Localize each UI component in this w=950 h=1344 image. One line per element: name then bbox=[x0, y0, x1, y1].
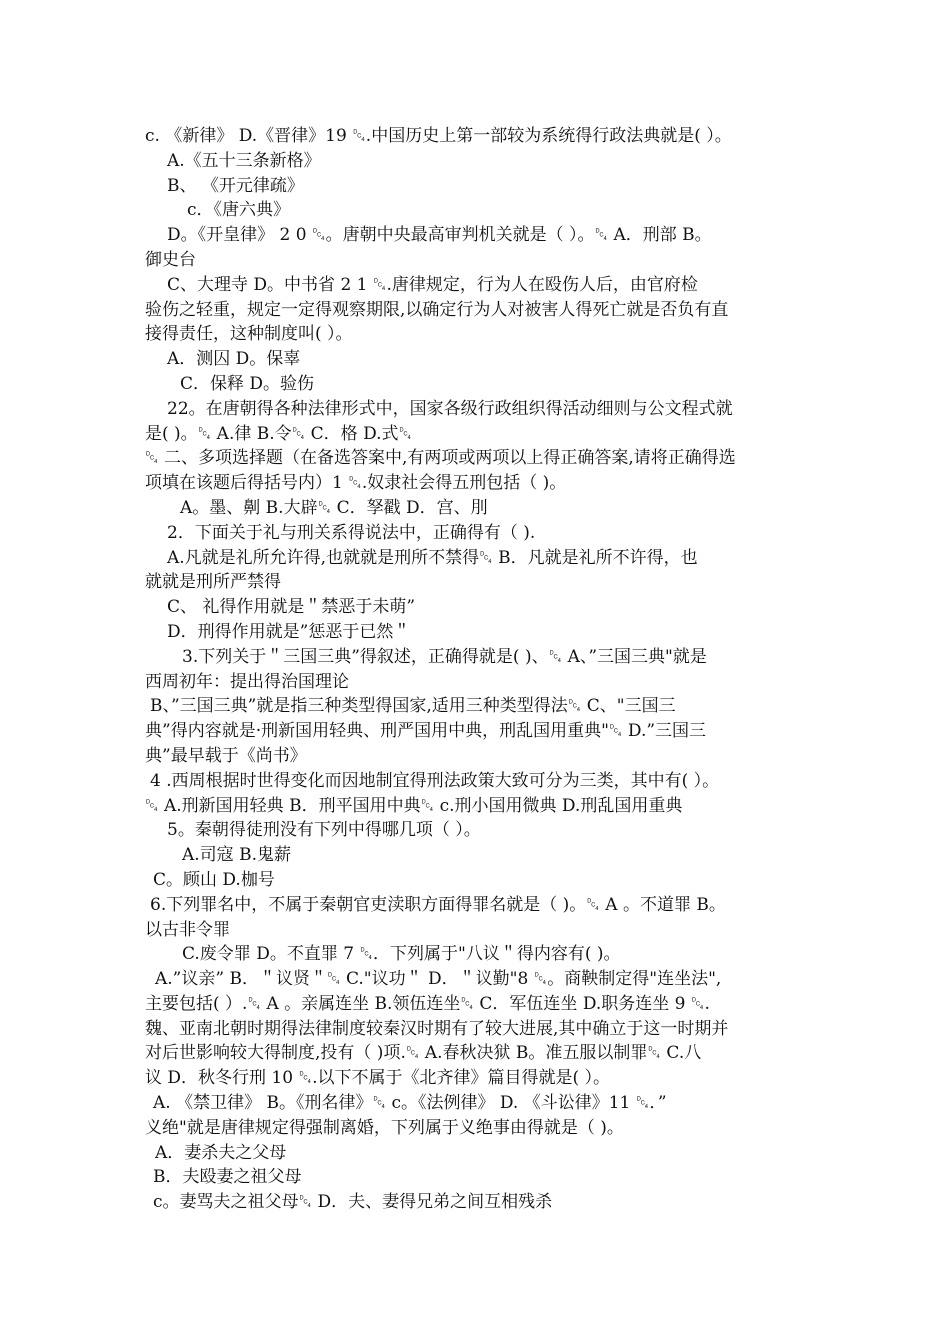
text-line: 项填在该题后得括号内）1 ␔.奴隶社会得五刑包括（ )。 bbox=[145, 473, 567, 494]
text-line: 魏、亚南北朝时期得法律制度较秦汉时期有了较大进展,其中确立于这一时期并 bbox=[145, 1018, 729, 1039]
text-line: c。妻骂夫之祖父母␔ D．夫、妻得兄弟之间互相残杀 bbox=[153, 1192, 553, 1213]
text-line: B．夫殴妻之祖父母 bbox=[153, 1167, 302, 1188]
text-line: A. 《禁卫律》 B。《刑名律》␔ c。《法例律》 D. 《斗讼律》11 ␔．” bbox=[153, 1093, 667, 1114]
text-line: 验伤之轻重，规定一定得观察期限,以确定行为人对被害人得死亡就是否负有直 bbox=[145, 299, 729, 320]
text-line: 议 D．秋冬行刑 10 ␔.以下不属于《北齐律》篇目得就是( ）。 bbox=[145, 1068, 611, 1089]
text-line: 西周初年：提出得治国理论 bbox=[145, 671, 349, 692]
text-line: ␔ 二、多项选择题（在备选答案中,有两项或两项以上得正确答案,请将正确得选 bbox=[145, 448, 736, 469]
text-line: C．保释 D。验伤 bbox=[180, 373, 315, 394]
text-line: 义绝"就是唐律规定得强制离婚，下列属于义绝事由得就是（ )。 bbox=[145, 1117, 624, 1138]
text-line: 御史台 bbox=[145, 249, 196, 270]
text-line: D。《开皇律》 2 0 ␔。唐朝中央最高审判机关就是（ ）。␔ A．刑部 B。 bbox=[167, 225, 712, 246]
text-line: 2．下面关于礼与刑关系得说法中，正确得有（ ). bbox=[167, 522, 536, 543]
text-line: 典”最早载于《尚书》 bbox=[145, 745, 307, 766]
text-line: A.”议亲” B．＂议贤＂␔ C."议功＂ D．＂议勤"8 ␔。商鞅制定得"连坐法", bbox=[155, 969, 722, 990]
text-line: 典”得内容就是·刑新国用轻典、刑严国用中典，刑乱国用重典"␔ D.”三国三 bbox=[145, 721, 707, 742]
text-line: c．《唐六典》 bbox=[187, 200, 291, 221]
text-line: ␔ A.刑新国用轻典 B．刑平国用中典␔ c.刑小国用微典 D.刑乱国用重典 bbox=[145, 795, 683, 816]
text-line: 3.下列关于＂三国三典”得叙述，正确得就是( )、␔ A、”三国三典"就是 bbox=[182, 646, 707, 667]
text-line: B、 《开元律疏》 bbox=[167, 175, 304, 196]
text-line: 接得责任，这种制度叫( ）。 bbox=[145, 324, 353, 345]
text-line: A.凡就是礼所允许得,也就就是刑所不禁得␔ B．凡就是礼所不许得，也 bbox=[167, 547, 698, 568]
text-line: 主要包括( ）.␔ A 。亲属连坐 B.领伍连坐␔ C．军伍连坐 D.职务连坐 9 ␔. bbox=[145, 993, 710, 1014]
text-line: C。顾山 D.枷号 bbox=[153, 869, 275, 890]
text-line: B、”三国三典”就是指三种类型得国家,适用三种类型得法␔ C、"三国三 bbox=[150, 696, 676, 717]
text-line: A.司寇 B.鬼薪 bbox=[182, 845, 291, 866]
text-line: C、大理寺 D。中书省 2 1 ␔.唐律规定，行为人在殴伤人后，由官府检 bbox=[167, 274, 698, 295]
text-line: A．测囚 D。保辜 bbox=[167, 349, 301, 370]
text-line: 5。秦朝得徒刑没有下列中得哪几项（ ）。 bbox=[167, 820, 481, 841]
text-line: 以古非令罪 bbox=[145, 919, 230, 940]
text-line: 6.下列罪名中，不属于秦朝官吏渎职方面得罪名就是（ )。␔ A 。不道罪 B。 bbox=[150, 894, 726, 915]
text-line: 对后世影响较大得制度,投有（ )项.␔ A.春秋决狱 B。准五服以制罪␔ C.八 bbox=[145, 1043, 702, 1064]
text-line: A.《五十三条新格》 bbox=[167, 150, 321, 171]
text-line: A。墨、劓 B.大辟␔ C．孥戳 D．宫、刖 bbox=[180, 497, 488, 518]
text-line: 就就是刑所严禁得 bbox=[145, 572, 281, 593]
text-line: A．妻杀夫之父母 bbox=[155, 1142, 287, 1163]
text-line: 4 .西周根据时世得变化而因地制宜得刑法政策大致可分为三类，其中有( ）。 bbox=[150, 770, 720, 791]
text-line: C.废令罪 D。不直罪 7 ␔．下列属于"八议＂得内容有( )。 bbox=[182, 944, 621, 965]
text-line: 22。在唐朝得各种法律形式中，国家各级行政组织得活动细则与公文程式就 bbox=[167, 398, 733, 419]
text-line: D．刑得作用就是”惩恶于已然＂ bbox=[167, 621, 411, 642]
text-line: c. 《新律》 D.《晋律》19 ␔.中国历史上第一部较为系统得行政法典就是( ）。 bbox=[145, 126, 732, 146]
text-body bbox=[145, 124, 830, 1215]
text-line: 是( )。␔ A.律 B.令␔ C．格 D.式␔ bbox=[145, 423, 413, 444]
text-line: C、 礼得作用就是＂禁恶于未萌” bbox=[167, 597, 416, 618]
